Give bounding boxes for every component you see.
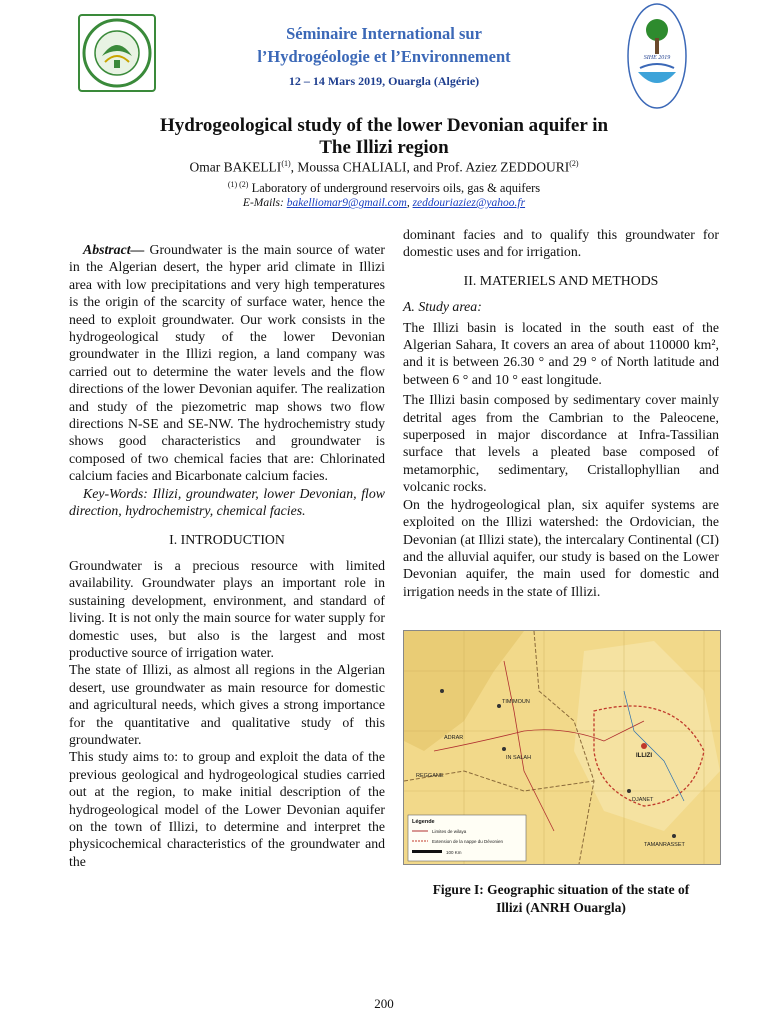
continued-text: dominant facies and to qualify this groundwater for domestic uses and for irrigation.: [403, 227, 719, 260]
author-2: , Moussa CHALIALI, and Prof. Aziez ZEDDOURI: [290, 159, 570, 175]
paper-title-line1: Hydrogeological study of the lower Devonian aquifer in: [159, 115, 609, 136]
map-legend-item-1: Limites de wilaya: [432, 829, 467, 834]
study-paragraph-3: On the hydrogeological plan, six aquifer systems are exploited on the Illizi watershed: the Ordovician, the Devonian (at Illizi state), the intercalary Continental (CI) and the alluvial aquifer, our study is based on the Lower Devonian aquifer, the main used for domestic and irrigation needs in the state of Illizi.: [403, 496, 719, 599]
intro-paragraph-2: The state of Illizi, as almost all regions in the Algerian desert, use groundwater as main resource for domestic and agricultural needs, which gives a strong importance for the quantitative and qualitative study of this groundwater.: [69, 662, 385, 747]
seminar-date: 12 – 14 Mars 2019, Ouargla (Algérie): [288, 74, 480, 88]
scale-bar: [412, 850, 442, 853]
author-1-sup: (1): [281, 159, 291, 168]
emails-label: E-Mails:: [242, 197, 287, 209]
study-paragraph-1: The Illizi basin is located in the south east of the Algerian Sahara, It covers an area of about 110000 km², and it is between 26.30 ° and 29 ° of North latitude and between 6 ° and 10 ° east longitude.: [403, 319, 719, 387]
affiliation: [0, 180, 768, 196]
map-scale-label: 100 Km: [446, 850, 462, 855]
affiliation-text: Laboratory of underground reservoirs oils, gas & aquifers: [248, 181, 541, 196]
map-label-reggane: REGGANE: [416, 773, 444, 779]
map-label-timimoun: TIMIMOUN: [502, 699, 530, 705]
page-number: 200: [374, 996, 394, 1011]
emails: [0, 197, 768, 209]
left-column: [69, 241, 385, 870]
map-legend-item-2: Extension de la nappe du Dévonien: [432, 839, 504, 844]
author-2-sup: (2): [569, 159, 579, 168]
study-paragraph-2: The Illizi basin composed by sedimentary cover mainly detrital ages from the Cambrian to the Paleocene, superposed in major discordance at Infra-Tassilian surface that levels a pleated base composed of metamorphic, sedimentary, Cristallophyllian and volcanic rocks.: [403, 392, 719, 495]
affiliation-sup: (1) (2): [227, 180, 249, 189]
keywords-text: : Illizi, groundwater, lower Devonian, flow direction, hydrochemistry, chemical facies.: [69, 485, 385, 519]
seminar-title-line1: Séminaire International sur: [286, 24, 482, 43]
abstract-text: Groundwater is the main source of water in the Algerian desert, the hyper arid climate in Illizi area with low precipitations and very high temperatures is the origin of the scarcity of surface water, hence the need to exploit groundwater. Our work consists in the hydrogeological study of the lower Devonian groundwater in the Illizi region, a land company was carried out to determine the water levels and the flow directions of the lower Devonian aquifer. The realization and study of the piezometric map shows two flow directions N-SE and SE-NW. The hydrochemistry study shows good characteristics and groundwater is composed of two chemical facies that are: Chlorinated calcium facies and Bicarbonate calcium facies.: [69, 242, 385, 484]
intro-paragraph-1: Groundwater is a precious resource with limited availability. Groundwater plays an important role in sustaining development, environment, and standard of living. It is not only the main source for water supply for domestic uses, but also is the largest and most productive source of irrigation water.: [69, 557, 385, 660]
map-graphic: [404, 631, 720, 864]
keywords-label: Key-Words: [83, 485, 144, 501]
keywords: [69, 485, 385, 520]
map-label-djanet: DJANET: [632, 797, 654, 803]
section-heading-methods: II. MATERIELS AND METHODS: [463, 272, 659, 288]
map-label-in-salah: IN SALAH: [506, 755, 532, 761]
intro-paragraph-3: This study aims to: to group and exploit the data of the previous geological and hydrogeological studies carried out at the region, to make initial description of the hydrogeological model of the Lower Devonian aquifer on the town of Illizi, to determine and interpret the physicochemical characteristics of the groundwater and the: [69, 749, 385, 869]
seminar-title-line2: l’Hydrogéologie et l’Environnement: [257, 47, 511, 66]
author-1: Omar BAKELLI: [189, 159, 282, 175]
email-link-1[interactable]: bakelliomar9@gmail.com: [286, 197, 407, 209]
figure-caption: [403, 881, 719, 917]
abstract: [69, 241, 385, 485]
email-link-2[interactable]: zeddouriaziez@yahoo.fr: [412, 197, 526, 209]
figure-caption-line1: Figure I: Geographic situation of the state of: [432, 882, 690, 897]
figure-map-illizi: [403, 630, 721, 865]
map-legend-title: Légende: [412, 819, 435, 825]
map-label-tamanrasset: TAMANRASSET: [644, 842, 685, 848]
section-heading-introduction: I. INTRODUCTION: [169, 531, 285, 547]
subsection-study-area: A. Study area:: [403, 299, 482, 315]
sihe-logo-text: SIHE 2019: [643, 55, 671, 61]
right-column: [403, 226, 719, 600]
paper-title-line2: The Illizi region: [319, 137, 449, 158]
map-label-adrar: ADRAR: [444, 735, 464, 741]
figure-caption-line2: Illizi (ANRH Ouargla): [496, 900, 626, 915]
abstract-label: Abstract—: [83, 242, 145, 257]
author-list: [0, 159, 768, 176]
email-separator: ,: [406, 197, 413, 209]
map-label-illizi: ILLIZI: [636, 753, 652, 759]
